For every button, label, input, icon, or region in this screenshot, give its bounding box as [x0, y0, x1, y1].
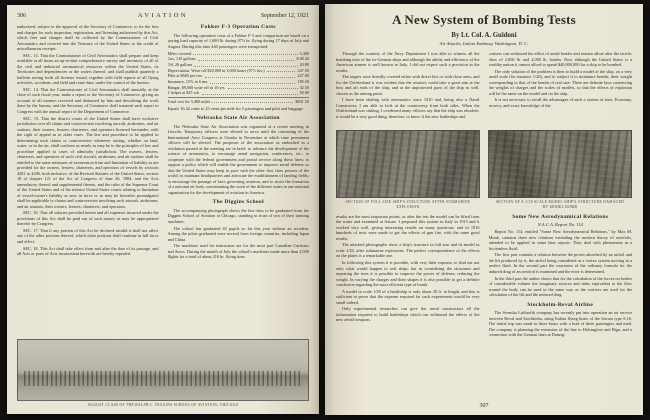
- nebraska-paragraph: The Nebraska State Air Association was organized at a recent meeting in Lincoln. Temporary officers were elected to serve until the convening of the International Aero Congress at Omaha in November at which time permanent officers will be elected. The purposes of the association as embodied in a resolution passed at the meeting are in brief: to advance the development of the science of aeronautics, to encourage aerial navigation, conferences, etc.; to cooperate with the federal government and postal service along these lines; to support a policy which will enable the government to improve aerial defense so that the United States may keep in pace with the other first class powers of the world; to maintain headquarters and advocate the establishment of landing fields; to encourage the passage of laws governing aviation, and to assist the formation of a national air body concentrating the work of the different states in one national organization for the development of aviation in America.: [167, 123, 309, 195]
- cost-table-row: [168, 90, 310, 96]
- cost-row-value: 20.80: [299, 61, 309, 67]
- cost-total-value: $831.50: [295, 99, 309, 105]
- diggins-paragraph: The machines used for instruction are for the most part Canadian Curtisses and Avros. During the month of July the school's machines made more than 2,000 flights for a total of about 216 hr. flying time.: [167, 243, 309, 260]
- cost-row-value: 185.50: [297, 78, 309, 84]
- article-paragraph: I have been dealing with aeronautics since 1910 and, being also a Naval Constructor, I am able to look at the controversy from both sides. When the Ostfriesland was sinking, I overheard many officers say that the ship was obsolete; it would be a very good thing, therefore, to know if the new battleships and: [336, 97, 480, 119]
- news-column: [168, 24, 310, 336]
- dot-leader: [194, 66, 297, 67]
- diggins-paragraph: The accompanying photograph shows the last class to be graduated from the Diggins School of Aviation at Chicago, standing in front of two of their training machines.: [167, 207, 309, 224]
- article-col2-bottom: [489, 214, 633, 400]
- article-byline-affiliation: Air Attache, Italian Embassy, Washington, D. C.: [439, 41, 529, 46]
- article-col2-top: [489, 51, 633, 127]
- diggins-heading: The Diggins School: [212, 199, 264, 206]
- cost-row-value: 32.50: [299, 84, 309, 90]
- cost-row-label: Hangar, $9,000 write off in 10 yrs.: [167, 84, 226, 90]
- article-paragraph: Through the courtesy of the Navy Department I was able to witness all the bombing tests of the ex-German ships and although the ability and efficiency of the American airmen is well known in Italy, I did not expect such a precision in the results.: [336, 51, 480, 73]
- cost-row-label: Pilot at $600 per mo.: [167, 73, 203, 79]
- article-columns-bottom: [336, 214, 632, 400]
- diggins-class-photo: [17, 339, 309, 401]
- cost-row-value: 227.00: [297, 73, 309, 79]
- fokker-cost-table: [168, 51, 310, 96]
- cost-row-label: Depreciation. Write off $20,000 in 3,000 hours (97½ hrs.): [167, 67, 265, 73]
- legislation-paragraph: SEC. 15. That the district courts of the United States shall have exclusive jurisdiction over all claims and controversies involving aircraft, airdromes, and air stations, their owners, lessees, charterers, and operators licensed hereunder, with the right of appeal as in other cases. The law and procedure to be applied in determining such claims or controversies whenever arising, whether on land, water, or in the air, shall conform as nearly as may be to the principles of law and procedure applied in cases of admiralty jurisdiction. The owners, lessees, charterers, and operators of such civil aircraft, airdromes, and air stations shall be entitled to the same measures of exoneration from and limitation of liability as are provided for the owners, lessees, charterers, and operators of vessels by sections 4281 to 4286, both inclusive, of the Revised Statutes of the United States, section 18 of chapter 121 of the Act of Congress of June 26, 1884, and the Acts amendatory thereof and supplemental thereto, and the rules of the Supreme Court of the United States and of the inferior United States courts relating to limitation of vessel-owner's liability as now in force or as may be hereafter promulgated shall be applicable to claims and controversies involving such aircraft, airdromes, and air stations, their owners, lessees, charterers, and operators.: [17, 115, 159, 209]
- left-page-columns: [17, 24, 309, 336]
- legislation-paragraph: SEC. 18. This Act shall take effect from and after the date of its passage, and all Acts or parts of Acts inconsistent herewith are hereby repealed.: [17, 245, 159, 257]
- page-number-left: 306: [17, 13, 26, 19]
- issue-date: September 12, 1921: [260, 13, 309, 19]
- naca-paragraph: The first part contains a relation between the power absorbed by an airfoil and the lift produced by it, the airfoil being considered as a vortex system moving in a perfect fluid. In the second part the exactness of the ordinary formula for the induced drag of an aerofoil is examined and the error is determined.: [488, 252, 632, 274]
- dot-leader: [198, 60, 295, 61]
- article-paragraph: The attached photographs show a ship's structure in full size and its model in scale 1/20, after submarine explosions. The perfect correspondence of the effects on the plates is a remarkable one.: [336, 242, 480, 259]
- cost-row-label: Gas, 310 gallons: [167, 56, 196, 62]
- diggins-paragraphs: [168, 208, 310, 260]
- dot-leader: [202, 94, 298, 95]
- stockholm-paragraphs: [489, 310, 633, 338]
- cost-table-total-row: [168, 97, 310, 104]
- stockholm-paragraph: The Svenska Lufttrafik company has recently put into operation an air service between Reval and Stockholm, using Italian flying boats of the Savoia type S.16. The initial trip was made in three hours with a load of three passengers and mail. The company is planning the extension of the line to Helsingfors and Riga, and a connection with the German lines at Danzig.: [488, 310, 632, 338]
- fullsize-ship-figure: [336, 130, 480, 210]
- article-col1-top: [336, 51, 480, 127]
- diggins-class-figure: [17, 336, 309, 408]
- cost-total-label: Total cost for 5,400 miles: [167, 99, 211, 105]
- dot-leader: [193, 54, 297, 55]
- diggins-paragraph: The school has graduated 65 pupils so far this year without an accident. Among the pilots graduated were several from foreign countries, including Japan and China.: [167, 225, 309, 242]
- article-title-block: [336, 11, 632, 51]
- fullsize-ship-photo: [336, 130, 480, 198]
- legislation-paragraph: authorized, subject to the approval of the Secretary of Commerce, to fix the fees and charges for such inspection, registration, and licensing authorized by this Act, which fees and charges shall be collected by the Commissioner of Civil Aeronautics and covered into the Treasury of the United States to the credit of miscellaneous receipts.: [17, 24, 159, 51]
- dot-leader: [228, 88, 298, 89]
- legislation-paragraph: SEC. 14. That the Commissioner of Civil Aeronautics shall annually, at the close of each fiscal year, make a report to the Secretary of Commerce, giving an account of all moneys received and disbursed by him and describing the work done by the bureau, and the Secretary of Commerce shall transmit such report to Congress with the annual report of the Department of Commerce.: [17, 86, 159, 114]
- legislation-column: [17, 24, 159, 336]
- fokker-costs-intro: The following operation costs of a Fokker F-3 and comparison are based on a paying load capacity of 1,680 lb. during 97½ hr. flying during 17 days of July and August. During this time 440 passengers were transported.: [167, 32, 309, 49]
- cost-row-value: 5,400: [299, 50, 309, 56]
- naca-report-subheading: N.A.C.A. Report No. 114: [537, 222, 583, 228]
- page-left: [7, 5, 319, 414]
- dot-leader: [267, 71, 296, 72]
- article-paragraph: It is not necessary to recall the advantages of such a system of tests. Economy, secrecy, and exact knowledge of the: [488, 97, 632, 108]
- page-number-right: 307: [479, 403, 489, 409]
- article-paragraph: Only experimental researches can give the naval constructors all the information required to build battleships which can withstand the effects of the new aerial weapons.: [336, 306, 480, 323]
- cost-row-value: 50.00: [299, 90, 309, 96]
- cost-row-value: 247.50: [297, 67, 309, 73]
- article-byline: By Lt. Col. A. Guidoni: [451, 32, 517, 39]
- article-paragraph: A model in scale 1/20 of a battleship is only about 30 ft. in length, and this is sufficient to prove that the expense required for such experiments would be very small indeed.: [336, 288, 480, 305]
- cost-row-label: Miles covered: [167, 50, 192, 56]
- article-paragraph: In following this system it is possible, with very little expense, to find out not only what would happen to real ships, but in considering the structures and repeating the tests it is possible to improve the power of defense, reducing the weight. In varying the charges and their shapes it is also possible to get a definite conclusion regarding the most efficient type of bomb.: [336, 260, 480, 288]
- naca-heading: Some New Aerodynamical Relations: [512, 213, 609, 220]
- model-ship-caption: SECTION OF A 1/20 SCALE MODEL SHIP'S STRUCTURE DAMAGED BY MODEL BOMB: [495, 200, 625, 209]
- model-ship-figure: [488, 130, 632, 210]
- diggins-photo-caption: AUGUST CLASS OF THE RALPH C. DIGGINS SCHOOL OF AVIATION, CHICAGO: [87, 403, 239, 408]
- cost-row-label: Insurance, 15% in 6 mo.: [167, 78, 209, 84]
- model-ship-photo: [488, 130, 632, 198]
- article-paragraph: The only solution of the problem is then to build a model of the ship, on a very small scale (for instance 1/20), and to subject it to miniature bombs, their weight corresponding to that of the bombs of real size. There are definite laws connecting the weights of charges and the scales of models, so that the effects of explosion will be the same on the model and on the ship.: [488, 68, 632, 96]
- article-paragraph: The targets were literally covered either with direct hits or with close ones, and for the Ostfriesland it was evident that the aviators could take a good aim at the bow and aft ends of the ship, and at the unprotected parts of the ship as well, chosen as the aiming point.: [336, 74, 480, 96]
- nebraska-paragraphs: [168, 124, 310, 196]
- naca-paragraph: In the third part the author shows that for the calculation of the forces on bodies of considerable volume the imaginary sources and sinks equivalent to the flow around the body can be used in the same way as the vortices are used for the calculation of the lift and the induced drag.: [488, 275, 632, 298]
- article-columns-top: [336, 51, 632, 127]
- stockholm-heading: Stockholm-Reval Airline: [527, 301, 594, 308]
- cost-row-label: 1 helper at $25 wk.: [167, 90, 200, 96]
- dot-leader: [205, 77, 296, 78]
- dot-leader: [212, 102, 293, 103]
- cost-row-label: Oil, 26 gallons: [167, 61, 193, 67]
- legislation-paragraph: SEC. 17. That if any portion of this Act be declared invalid it shall not affect any of the other portions thereof, which other portions shall continue in full force and effect.: [17, 227, 159, 244]
- dot-leader: [210, 83, 295, 84]
- nebraska-heading: Nebraska State Air Association: [196, 115, 280, 122]
- cost-row-value: $ 68.20: [296, 56, 309, 62]
- legislation-paragraph: SEC. 13. That the Commissioner of Civil Aeronautics shall prepare and keep available at all times an up-to-date comprehensive survey and inventory of all of the civil and industrial aeronautical resources within the United States, its Territories and dependencies or the waters thereof, and shall publish quarterly a bulletin setting forth all licenses issued, together with field reports of all flying activities, accidents, and field and route data, under the control of the bureau.: [17, 52, 159, 86]
- naca-paragraphs: [489, 229, 633, 297]
- journal-title: AVIATION: [137, 12, 189, 19]
- article-col1-bottom: [336, 214, 480, 400]
- article-paragraph: results are the most important points, as after the test the model can be lifted from the water and examined at leisure. I proposed this system in Italy in 1913 and it worked very well, giving interesting results on many questions; and in 1916 hundreds of tests were made to get the effects of gun fire, with the same good results.: [336, 213, 480, 241]
- article-title: A New System of Bombing Tests: [392, 12, 576, 27]
- fullsize-ship-caption: SECTION OF FULL SIZE SHIP'S STRUCTURE AFTER SUBMARINE EXPLOSION: [345, 200, 471, 209]
- fokker-costs-heading: Fokker F-3 Operation Costs: [200, 24, 276, 30]
- fokker-costs-note: Equals 16.42 cents to 25 cents per mile for 5 passengers and pilot and baggage.: [167, 105, 304, 111]
- article-photo-row: [336, 130, 632, 210]
- running-head: [17, 12, 309, 19]
- article-paragraph: cruisers can withstand the effect of aerial bombs and remain afloat after the terrific blow of 2,000 lb. and 4,000 lb. bombs. Now although the United States is a wealthy nation it cannot afford to spend $40,000,000 for a ship to be bombed.: [488, 51, 632, 67]
- page-right: [325, 4, 643, 415]
- legislation-paragraph: SEC. 16. That all salaries provided herein and all expenses incurred under the provisions of this Act shall be paid out of such money as may be appropriated therefor by Congress.: [17, 210, 159, 227]
- naca-paragraph: Report No. 114, entitled "Some New Aerodynamical Relations," by Max M. Munk, contains three new relations extending the modern theory of aerofoils, intended to be applied in some later reports. They deal with phenomena in a frictionless fluid.: [488, 229, 632, 251]
